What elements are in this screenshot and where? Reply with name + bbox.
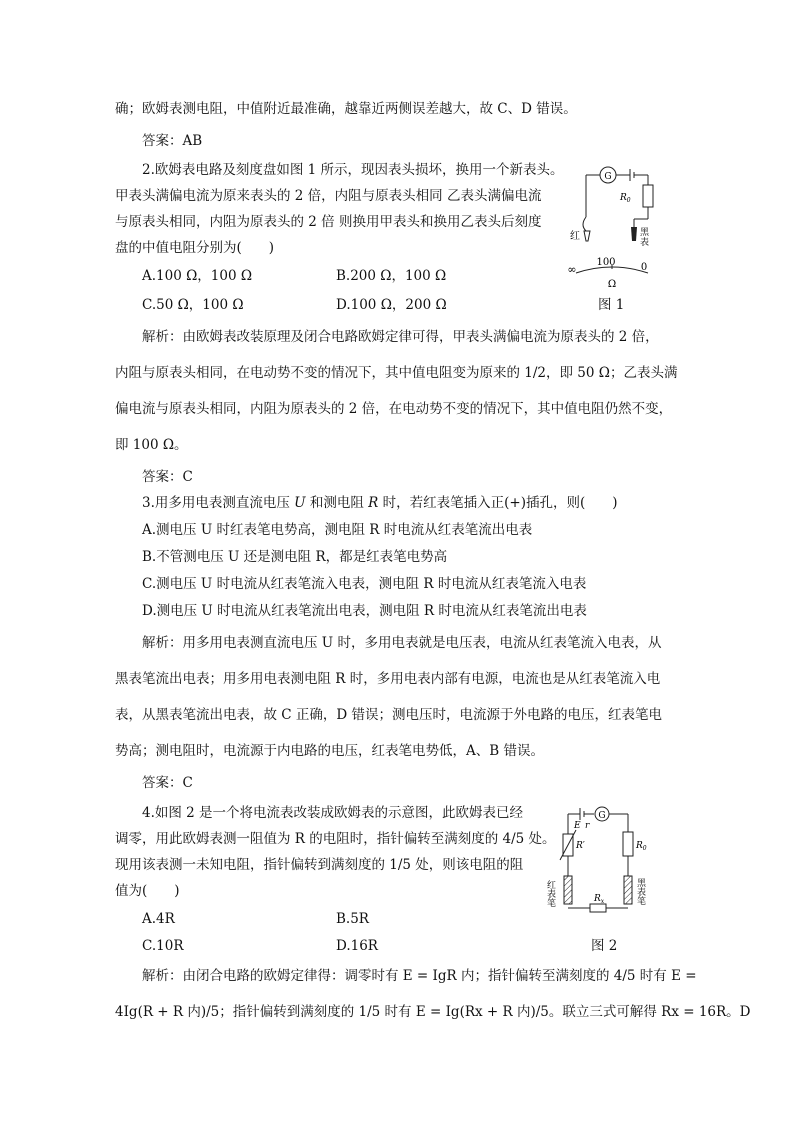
- answer-q3: 答案：C: [142, 775, 193, 791]
- scale-unit-label: Ω: [607, 279, 617, 290]
- rx-label: $R_x$: [594, 894, 605, 905]
- q4-analysis-line: 解析：由闭合电路的欧姆定律得：调零时有 E = IgR 内；指针偏转至满刻度的 4/5 时有 E =: [142, 968, 697, 984]
- emf-label: E: [574, 821, 581, 831]
- q4-option-c[interactable]: C.10R: [142, 938, 184, 954]
- red-probe-label: 红表笔: [545, 880, 555, 907]
- scale-zero-label: 0: [640, 262, 648, 273]
- galvanometer-label: G: [598, 811, 606, 821]
- q3-analysis-line: 表，从黑表笔流出电表，故 C 正确，D 错误；测电压时，电流源于外电路的电压，红表笔电: [115, 707, 663, 723]
- answer-q2: 答案：C: [142, 469, 193, 485]
- r0-label: $R_0$: [636, 841, 647, 852]
- q2-analysis-line: 解析：由欧姆表改装原理及闭合电路欧姆定律可得，甲表头满偏电流为原表头的 2 倍，: [142, 329, 659, 345]
- scale-infinity-label: ∞: [567, 263, 577, 276]
- galvanometer-label: G: [604, 172, 612, 182]
- figure-2-circuit: [545, 798, 660, 920]
- q3-analysis-line: 势高；测电阻时，电流源于内电路的电压，红表笔电势低，A、B 错误。: [115, 743, 544, 759]
- q2-stem-line: 2.欧姆表电路及刻度盘如图 1 所示，现因表头损坏，换用一个新表头。: [142, 162, 564, 178]
- red-probe-label: 红: [570, 231, 580, 242]
- q3-option-b[interactable]: B.不管测电压 U 还是测电阻 R，都是红表笔电势高: [142, 549, 448, 565]
- q3-option-d[interactable]: D.测电压 U 时电流从红表笔流出电表，测电阻 R 时电流从红表笔流出电表: [142, 603, 587, 619]
- q2-option-a[interactable]: A.100 Ω，100 Ω: [142, 268, 253, 284]
- q2-stem-line: 盘的中值电阻分别为( ): [115, 240, 275, 256]
- resistor-label: $R_0$: [620, 193, 631, 204]
- q2-analysis-line: 内阻与原表头相同，在电动势不变的情况下，其中值电阻变为原来的 1/2，即 50 Ω；乙表头满: [115, 365, 678, 381]
- q4-stem-line: 4.如图 2 是一个将电流表改装成欧姆表的示意图，此欧姆表已经: [142, 805, 524, 821]
- text-line: 确；欧姆表测电阻，中值附近最准确，越靠近两侧误差越大，故 C、D 错误。: [115, 101, 577, 117]
- q2-stem-line: 与原表头相同，内阻为原表头的 2 倍 则换用甲表头和换用乙表头后刻度: [115, 214, 542, 230]
- scale-mid-label: 100: [596, 257, 616, 268]
- black-probe-label: 黑表笔: [635, 878, 645, 905]
- q2-option-b[interactable]: B.200 Ω，100 Ω: [336, 268, 447, 284]
- q3-analysis-line: 解析：用多用电表测直流电压 U 时，多用电表就是电压表，电流从红表笔流入电表，从: [142, 635, 662, 651]
- q4-stem-line: 现用该表测一未知电阻，指针偏转到满刻度的 1/5 处，则该电阻的阻: [115, 857, 524, 873]
- q2-option-c[interactable]: C.50 Ω，100 Ω: [142, 297, 244, 313]
- figure-1-circuit: [562, 155, 672, 295]
- q2-analysis-line: 偏电流与原表头相同，内阻为原表头的 2 倍，在电动势不变的情况下，其中值电阻仍然不变，: [115, 401, 673, 417]
- q3-option-a[interactable]: A.测电压 U 时红表笔电势高，测电阻 R 时电流从红表笔流出电表: [142, 522, 533, 538]
- q4-option-d[interactable]: D.16R: [336, 938, 378, 954]
- q2-analysis-line: 即 100 Ω。: [115, 437, 188, 453]
- q2-stem-line: 甲表头满偏电流为原来表头的 2 倍，内阻与原表头相同 乙表头满偏电流: [115, 188, 542, 204]
- q4-option-b[interactable]: B.5R: [336, 911, 369, 927]
- answer-q1: 答案：AB: [142, 133, 203, 149]
- q4-option-a[interactable]: A.4R: [142, 911, 175, 927]
- q3-stem: 3.用多用电表测直流电压 U 和测电阻 R 时，若红表笔插入正(+)插孔，则( ): [142, 495, 618, 511]
- q4-analysis-line: 4Ig(R + R 内)/5；指针偏转到满刻度的 1/5 时有 E = Ig(Rx + R 内)/5。联立三式可解得 Rx = 16R。D: [115, 1004, 751, 1020]
- q3-option-c[interactable]: C.测电压 U 时电流从红表笔流入电表，测电阻 R 时电流从红表笔流入电表: [142, 576, 587, 592]
- black-probe-label: 表: [640, 238, 650, 248]
- rprime-label: R′: [576, 841, 585, 851]
- q4-stem-line: 调零，用此欧姆表测一阻值为 R 的电阻时，指针偏转至满刻度的 4/5 处。: [115, 831, 556, 847]
- figure-2-caption: 图 2: [591, 938, 618, 954]
- q3-analysis-line: 黑表笔流出电表；用多用电表测电阻 R 时，多用电表内部有电源，电流也是从红表笔流入电: [115, 671, 661, 687]
- figure-1-caption: 图 1: [598, 297, 625, 313]
- internal-resistance-label: r: [585, 821, 590, 831]
- q4-stem-line: 值为( ): [115, 883, 180, 899]
- q2-option-d[interactable]: D.100 Ω，200 Ω: [336, 297, 447, 313]
- black-probe-label: 黑: [640, 228, 650, 238]
